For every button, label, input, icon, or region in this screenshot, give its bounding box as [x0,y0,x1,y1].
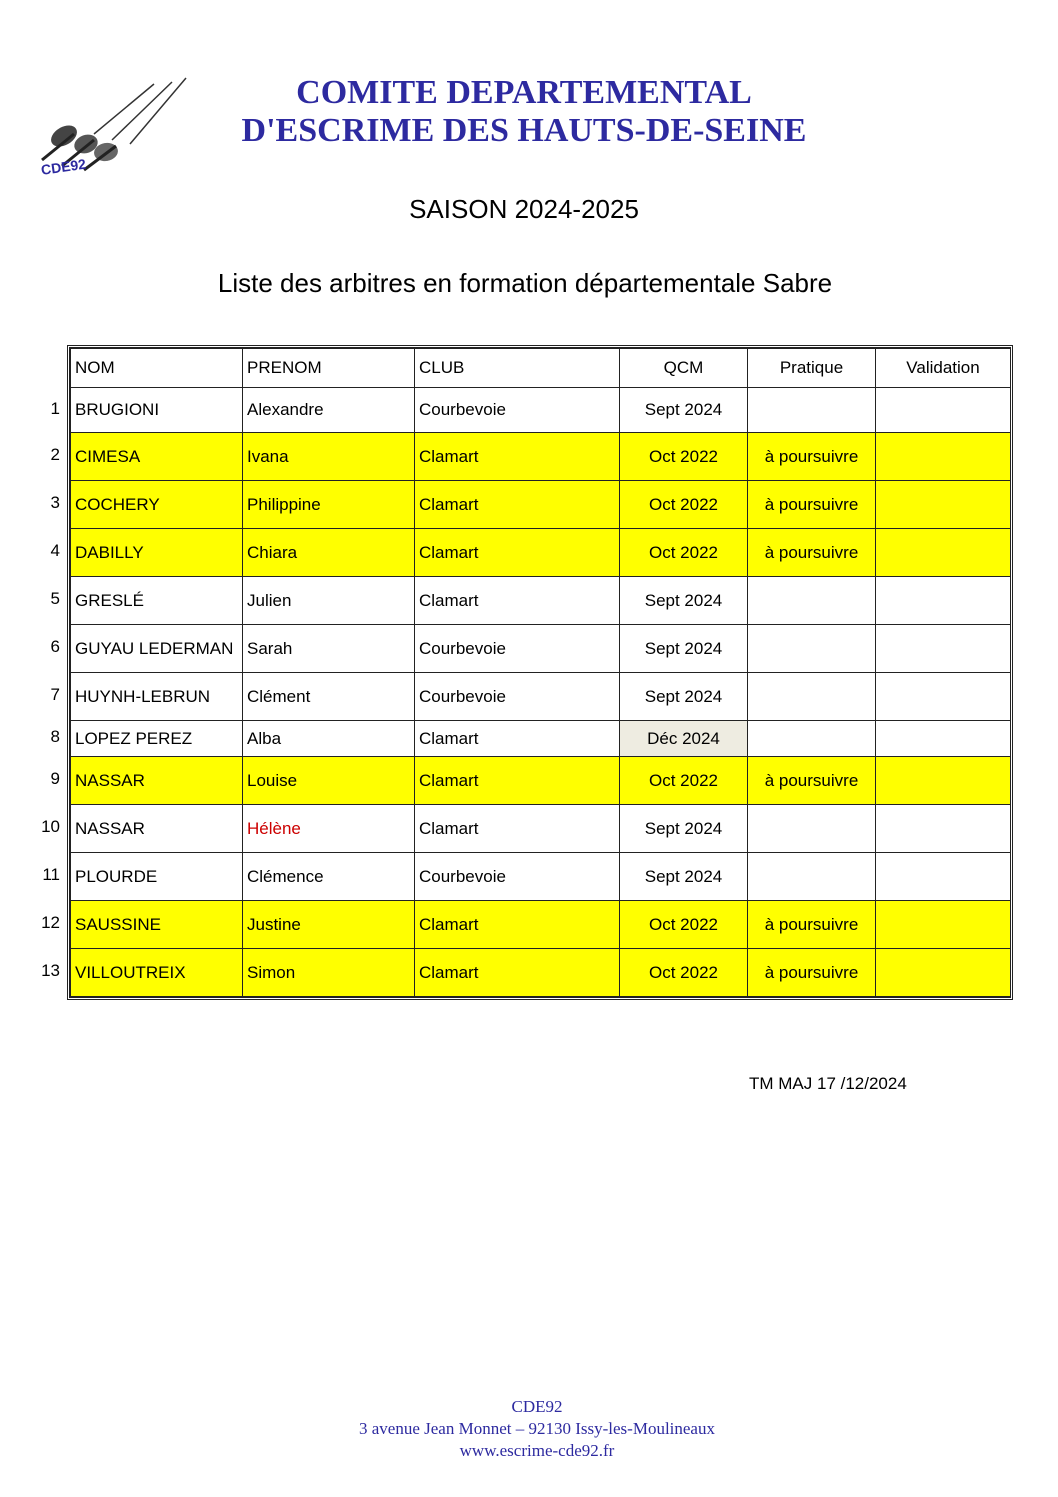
cell-club: Clamart [415,481,620,529]
cell-nom: LOPEZ PEREZ [71,721,243,757]
table-row [71,673,1011,721]
cell-prenom: Clément [243,673,415,721]
row-number: 13 [41,961,60,980]
cell-club: Clamart [415,577,620,625]
cell-nom: DABILLY [71,529,243,577]
cell-qcm: Oct 2022 [620,757,748,805]
title-line-1: COMITE DEPARTEMENTAL [296,74,752,111]
footer [0,1396,1058,1462]
cell-nom: GRESLÉ [71,577,243,625]
cell-nom: SAUSSINE [71,901,243,949]
cell-validation [876,721,1011,757]
table-row [71,577,1011,625]
cell-prenom: Louise [243,757,415,805]
row-number: 3 [50,493,60,512]
cell-prenom: Ivana [243,433,415,481]
cell-prenom: Chiara [243,529,415,577]
cell-validation [876,577,1011,625]
cell-prenom: Sarah [243,625,415,673]
col-header-validation: Validation [876,349,1011,388]
cell-validation [876,901,1011,949]
cell-pratique: à poursuivre [748,949,876,997]
cell-validation [876,949,1011,997]
cell-nom: COCHERY [71,481,243,529]
row-number: 4 [50,541,60,560]
row-number: 8 [50,727,60,746]
update-note: TM MAJ 17 /12/2024 [749,1074,907,1093]
table-row [71,388,1011,433]
cell-pratique: à poursuivre [748,529,876,577]
season-heading: SAISON 2024-2025 [409,194,639,224]
cell-validation [876,853,1011,901]
col-header-qcm: QCM [620,349,748,388]
cell-prenom: Clémence [243,853,415,901]
cell-qcm: Oct 2022 [620,949,748,997]
cell-club: Clamart [415,433,620,481]
cell-pratique: à poursuivre [748,901,876,949]
col-header-club: CLUB [415,349,620,388]
col-header-pratique: Pratique [748,349,876,388]
cell-nom: HUYNH-LEBRUN [71,673,243,721]
cell-validation [876,805,1011,853]
cell-prenom: Alba [243,721,415,757]
organization-title [210,74,838,150]
cell-pratique [748,625,876,673]
cell-pratique: à poursuivre [748,481,876,529]
cell-qcm: Oct 2022 [620,433,748,481]
row-number: 7 [50,685,60,704]
cell-pratique [748,577,876,625]
cell-prenom: Simon [243,949,415,997]
cell-validation [876,529,1011,577]
cell-pratique [748,853,876,901]
cell-validation [876,433,1011,481]
cell-club: Clamart [415,721,620,757]
table-row [71,529,1011,577]
row-number: 12 [41,913,60,932]
row-number: 6 [50,637,60,656]
cell-pratique [748,673,876,721]
col-header-nom: NOM [71,349,243,388]
logo-text: CDE92 [40,155,87,178]
cell-qcm: Sept 2024 [620,673,748,721]
table-row [71,757,1011,805]
cell-qcm: Déc 2024 [620,721,748,757]
cell-qcm: Oct 2022 [620,529,748,577]
cell-validation [876,625,1011,673]
cell-nom: BRUGIONI [71,388,243,433]
cell-club: Courbevoie [415,673,620,721]
cell-qcm: Oct 2022 [620,481,748,529]
cell-club: Courbevoie [415,853,620,901]
cell-pratique [748,721,876,757]
cell-qcm: Sept 2024 [620,577,748,625]
cell-pratique [748,388,876,433]
footer-org: CDE92 [511,1397,563,1416]
cell-qcm: Oct 2022 [620,901,748,949]
table-header-row [71,349,1011,388]
cell-prenom: Julien [243,577,415,625]
cell-validation [876,757,1011,805]
row-number: 10 [41,817,60,836]
cell-qcm: Sept 2024 [620,388,748,433]
row-number: 5 [50,589,60,608]
cell-club: Courbevoie [415,625,620,673]
cell-nom: GUYAU LEDERMAN [71,625,243,673]
footer-address: 3 avenue Jean Monnet – 92130 Issy-les-Moulineaux [359,1419,715,1438]
title-line-2: D'ESCRIME DES HAUTS-DE-SEINE [241,112,807,149]
footer-website: www.escrime-cde92.fr [459,1441,615,1460]
cell-prenom: Justine [243,901,415,949]
cell-prenom: Alexandre [243,388,415,433]
cell-qcm: Sept 2024 [620,625,748,673]
col-header-prenom: PRENOM [243,349,415,388]
row-number: 11 [42,865,60,884]
list-subtitle: Liste des arbitres en formation départementale Sabre [217,268,833,298]
cell-validation [876,481,1011,529]
table-row [71,481,1011,529]
cell-pratique: à poursuivre [748,433,876,481]
cell-nom: CIMESA [71,433,243,481]
table-row [71,901,1011,949]
cell-club: Clamart [415,949,620,997]
row-number: 9 [50,769,60,788]
cell-club: Clamart [415,901,620,949]
row-number: 1 [50,398,60,418]
cell-nom: NASSAR [71,757,243,805]
cell-validation [876,388,1011,433]
cell-club: Clamart [415,805,620,853]
cell-club: Clamart [415,529,620,577]
cell-nom: NASSAR [71,805,243,853]
cell-prenom: Hélène [243,805,415,853]
cell-validation [876,673,1011,721]
table-row [71,805,1011,853]
cell-qcm: Sept 2024 [620,805,748,853]
cell-club: Courbevoie [415,388,620,433]
cell-pratique: à poursuivre [748,757,876,805]
cell-qcm: Sept 2024 [620,853,748,901]
table-row [71,853,1011,901]
cell-prenom: Philippine [243,481,415,529]
referee-table [67,345,1013,1000]
cell-club: Clamart [415,757,620,805]
table-row [71,625,1011,673]
table-row [71,949,1011,997]
cell-nom: PLOURDE [71,853,243,901]
table-row [71,721,1011,757]
row-number: 2 [50,445,60,464]
table-row [71,433,1011,481]
cell-pratique [748,805,876,853]
cell-nom: VILLOUTREIX [71,949,243,997]
